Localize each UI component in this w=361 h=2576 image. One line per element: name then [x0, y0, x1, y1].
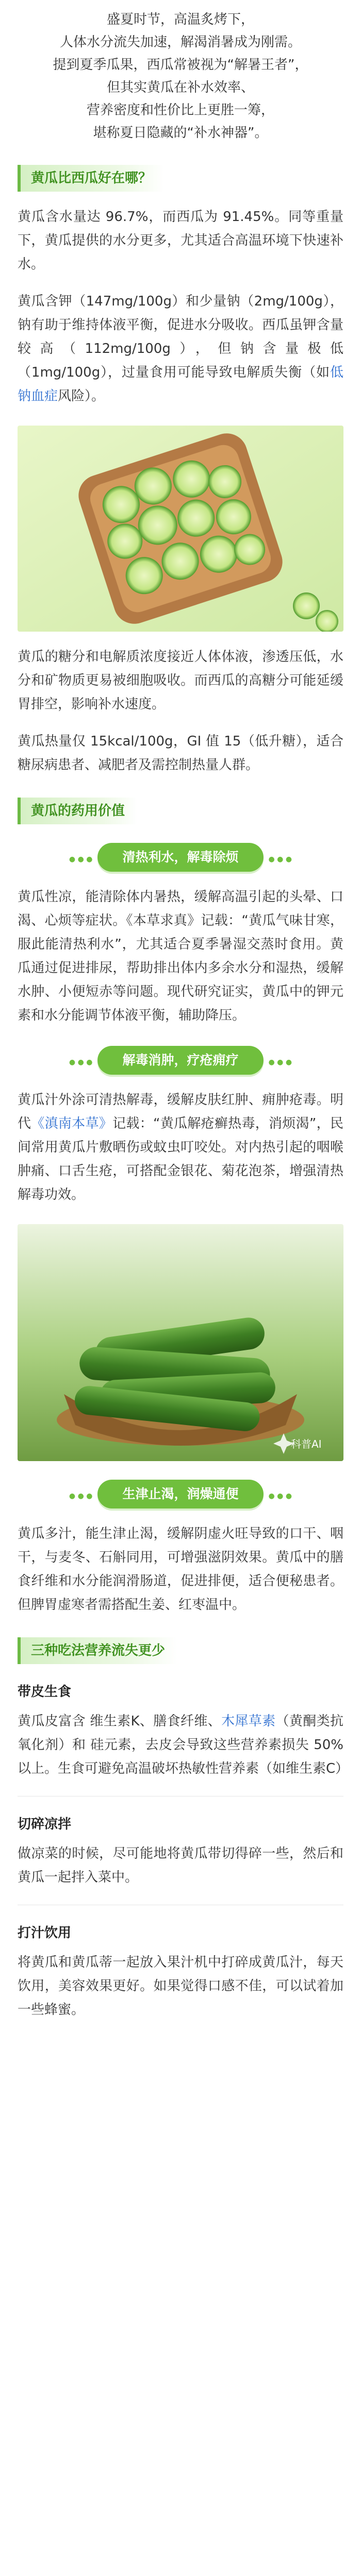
subheading: 打汁饮用: [18, 1925, 72, 1941]
section-title: 黄瓜比西瓜好在哪？: [18, 165, 164, 192]
divider: [18, 1796, 343, 1797]
paragraph: [18, 290, 343, 408]
paragraph: [18, 1088, 343, 1207]
paragraph-text: 风险）。: [58, 388, 105, 404]
section-head-3: [18, 1617, 343, 1664]
subheading: 切碎凉拌: [18, 1817, 72, 1832]
section-head-1: [18, 144, 343, 192]
pill-heading: [18, 843, 343, 872]
dots-icon: ● ● ●: [69, 1492, 93, 1500]
intro-line: 营养密度和性价比上更胜一筹，: [86, 103, 274, 118]
dots-icon: ● ● ●: [69, 1058, 93, 1066]
paragraph: 黄瓜热量仅 15kcal/100g，GI 值 15（低升糖），适合糖尿病患者、减肥者及需控制热量人群。: [18, 734, 343, 773]
dots-icon: ● ● ●: [69, 855, 93, 863]
intro-line: 提到夏季瓜果，西瓜常被视为“解暑王者”，: [53, 57, 308, 73]
section-title: 三种吃法营养流失更少: [18, 1637, 177, 1664]
intro-line: 盛夏时节，高温炙烤下，: [106, 12, 254, 27]
paragraph: 黄瓜性凉，能清除体内暑热，缓解高温引起的头晕、口渴、心烦等症状。《本草求真》记载：“黄瓜气味甘寒，服此能清热利水”，尤其适合夏季暑湿交蒸时食用。黄瓜通过促进排尿，帮助排出体内多余水分和湿热，缓解水肿、小便短赤等问题。现代研究证实，黄瓜中的钾元素和水分能调节体液平衡，辅助降压。: [18, 889, 343, 1023]
pill-label: 生津止渴，润燥通便: [97, 1480, 263, 1509]
subheading: 带皮生食: [18, 1684, 72, 1700]
pill-label: 清热利水，解毒除烦: [97, 843, 263, 872]
intro-line: 人体水分流失加速，解渴消暑成为刚需。: [59, 35, 301, 50]
pill-heading: [18, 1046, 343, 1075]
dots-icon: ● ● ●: [268, 1492, 292, 1500]
intro-line: 但其实黄瓜在补水效率、: [106, 80, 254, 95]
cucumber-basket-image: [18, 1224, 343, 1461]
paragraph: 黄瓜多汁，能生津止渴，缓解阴虚火旺导致的口干、咽干，与麦冬、石斛同用，可增强滋阴效果。黄瓜中的膳食纤维和水分能润滑肠道，促进排便，适合便秘患者。但脾胃虚寒者需搭配生姜、红枣温中。: [18, 1526, 343, 1613]
dots-icon: ● ● ●: [268, 1058, 292, 1066]
pill-label: 解毒消肿，疗疮痈疗: [97, 1046, 263, 1075]
dots-icon: ● ● ●: [268, 855, 292, 863]
intro-line: 堪称夏日隐藏的“补水神器”。: [93, 125, 268, 141]
paragraph: 黄瓜含水量达 96.7%，而西瓜为 91.45%。同等重量下，黄瓜提供的水分更多，尤其适合高温环境下快速补水。: [18, 209, 343, 272]
paragraph-text: 记载：“黄瓜解疮癣热毒，消烦渴”，民间常用黄瓜片敷晒伤或蚊虫叮咬处。对内热引起的咽喉肿痛、口舌生疮，可搭配金银花、菊花泡茶，增强清热解毒功效。: [18, 1116, 343, 1202]
dian-nan-ben-cao-link[interactable]: 《滇南本草》: [31, 1116, 113, 1131]
section-title: 黄瓜的药用价值: [18, 798, 137, 824]
cucumber-bowl-image: [18, 426, 343, 632]
section-head-2: [18, 777, 343, 824]
paragraph: 做凉菜的时候，尽可能地将黄瓜带切得碎一些，然后和黄瓜一起拌入菜中。: [18, 1846, 343, 1885]
pill-heading: [18, 1480, 343, 1509]
intro: [18, 0, 343, 144]
paragraph-text: （黄酮类抗氧化剂）和 硅元素，去皮会导致这些营养素损失 50%以上。生食可避免高温破坏热敏性营养素（如维生素C）: [18, 1714, 349, 1776]
paragraph-text: 黄瓜汁外涂可清热解毒，缓解皮肤红肿、痈肿疮毒。明代: [18, 1092, 343, 1131]
paragraph-text: 黄瓜皮富含 维生素K、膳食纤维、: [18, 1714, 222, 1729]
watermark-text: 科普AI: [291, 1438, 322, 1450]
paragraph-text: 黄瓜含钾（147mg/100g）和少量钠（2mg/100g），钠有助于维持体液平衡，促进水分吸收。西瓜虽钾含量较高（112mg/100g），但钠含量极低（1mg/100g），过量食用可能导致电解质失衡（如: [18, 294, 343, 380]
hyponatremia-link[interactable]: 低钠血症: [18, 365, 343, 404]
paragraph: [18, 1709, 349, 1781]
paragraph: 黄瓜的糖分和电解质浓度接近人体体液，渗透压低，水分和矿物质更易被细胞吸收。而西瓜的高糖分可能延缓胃排空，影响补水速度。: [18, 649, 343, 712]
paragraph: 将黄瓜和黄瓜蒂一起放入果汁机中打碎成黄瓜汁，每天饮用，美容效果更好。如果觉得口感不佳，可以试着加一些蜂蜜。: [18, 1955, 343, 2018]
luteolin-link[interactable]: 木犀草素: [221, 1714, 276, 1729]
